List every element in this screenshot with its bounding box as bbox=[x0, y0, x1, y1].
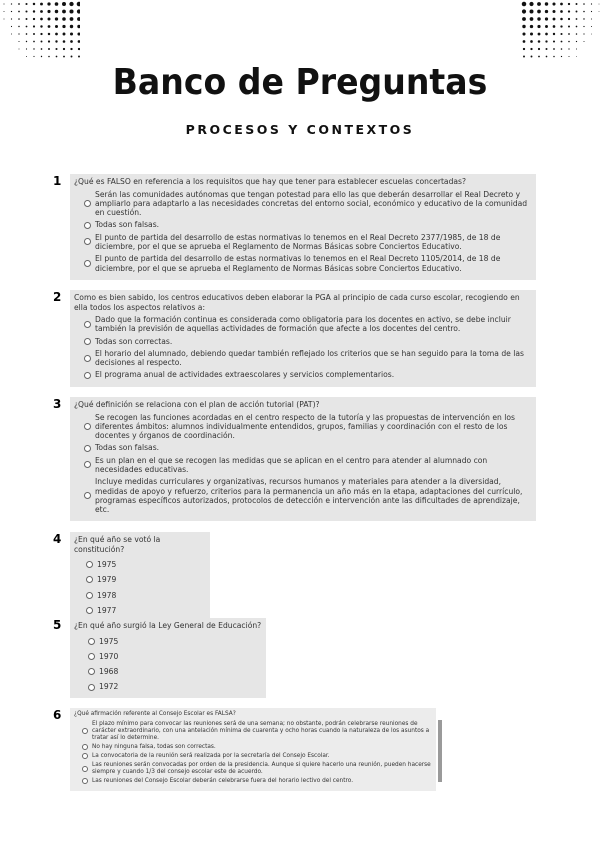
decorative-dot bbox=[530, 17, 534, 21]
option-label: Incluye medidas curriculares y organizativas, recursos humanos y materiales para atender a la diversidad, medidas de apoyo y refuerzo, criterios para la permanencia un año más en la etapa, adaptaciones del currículo, programas específicos autorizados, protocolos de detección e intervención ante las dificultades de aprendizaje, etc. bbox=[95, 477, 523, 515]
answer-option[interactable] bbox=[86, 575, 206, 584]
option-label: Serán las comunidades autónomas que tengan potestad para ello las que deberán desarrollar el Real Decreto y ampliarlo para adaptarlo a las necesidades concretas del entorno social, económico y educativo de la comunidad en cuestión. bbox=[95, 189, 528, 218]
radio-button[interactable] bbox=[86, 576, 93, 583]
decorative-dot bbox=[26, 18, 28, 20]
decorative-dot bbox=[25, 3, 27, 5]
decorative-dot bbox=[26, 41, 27, 42]
decorative-dot bbox=[522, 32, 525, 35]
decorative-dot bbox=[560, 25, 562, 27]
option-label: 1978 bbox=[97, 590, 117, 600]
decorative-dot bbox=[537, 25, 540, 28]
decorative-dot bbox=[11, 34, 12, 35]
option-label: El punto de partida del desarrollo de estas normativas lo tenemos en el Real Decreto 1105/2014, de 18 de diciembre, por el que se aprueba el Reglamento de Normas Básicas sobre Conciertos Educativo. bbox=[95, 254, 501, 273]
decorative-dot bbox=[70, 48, 72, 50]
decorative-dot bbox=[26, 56, 27, 57]
radio-button[interactable] bbox=[88, 653, 95, 660]
decorative-dot bbox=[568, 25, 570, 27]
option-label: 1970 bbox=[99, 651, 119, 661]
decorative-dot bbox=[48, 18, 51, 21]
decorative-dot bbox=[4, 19, 5, 20]
decorative-dot bbox=[522, 25, 525, 28]
question-box bbox=[70, 618, 266, 698]
radio-button[interactable] bbox=[84, 355, 91, 362]
decorative-dot bbox=[41, 56, 42, 57]
decorative-dot bbox=[48, 25, 51, 28]
decorative-dot bbox=[77, 17, 80, 21]
decorative-dot bbox=[576, 33, 578, 35]
decorative-dot bbox=[55, 33, 58, 36]
radio-button[interactable] bbox=[84, 461, 91, 468]
answer-option[interactable] bbox=[86, 591, 206, 600]
answer-option[interactable] bbox=[82, 762, 432, 776]
radio-button[interactable] bbox=[82, 778, 88, 784]
decorative-dot bbox=[568, 33, 570, 35]
answer-option[interactable] bbox=[84, 337, 532, 346]
decorative-dot bbox=[576, 26, 578, 28]
option-label: Es un plan en el que se recogen las medidas que se aplican en el centro para atender al alumnado con necesidades educativas. bbox=[95, 455, 488, 474]
question-box bbox=[70, 532, 210, 621]
option-label: Dado que la formación continua es considerada como obligatoria para los docentes en activo, se debe incluir también la previsión de aquellas actividades de formación que afecte a los docentes del centro. bbox=[95, 315, 511, 334]
radio-button[interactable] bbox=[84, 423, 91, 430]
question-text: ¿Qué definición se relaciona con el plan de acción tutorial (PAT)? bbox=[74, 400, 320, 409]
question-box bbox=[70, 290, 536, 387]
answer-option[interactable] bbox=[84, 254, 532, 273]
option-label: No hay ninguna falsa, todas son correctas. bbox=[92, 743, 216, 750]
radio-button[interactable] bbox=[88, 684, 95, 691]
decorative-dot bbox=[63, 48, 65, 50]
decorative-dot bbox=[568, 3, 570, 5]
option-label: 1975 bbox=[97, 560, 117, 569]
decorative-dot bbox=[553, 56, 555, 58]
decorative-dot bbox=[11, 3, 12, 4]
decorative-dot bbox=[545, 33, 548, 36]
option-label: Todas son correctas. bbox=[95, 336, 173, 346]
decorative-dot bbox=[560, 18, 563, 21]
decorative-dot bbox=[33, 56, 34, 57]
decorative-dot bbox=[576, 41, 577, 42]
option-label: El programa anual de actividades extraescolares y servicios complementarios. bbox=[95, 370, 395, 380]
option-label: 1975 bbox=[99, 636, 119, 646]
decorative-dot bbox=[599, 11, 600, 12]
decorative-dot bbox=[40, 10, 43, 13]
radio-button[interactable] bbox=[84, 492, 91, 499]
decorative-dot bbox=[591, 34, 592, 35]
decorative-dot bbox=[70, 32, 73, 35]
decorative-dot bbox=[553, 48, 555, 50]
question-text: ¿En qué año surgió la Ley General de Educación? bbox=[74, 621, 262, 630]
decorative-dot bbox=[70, 40, 73, 43]
decorative-dot bbox=[69, 9, 73, 13]
question-number: 6 bbox=[53, 708, 62, 722]
decorative-dots-top-left bbox=[0, 0, 80, 60]
decorative-dot bbox=[47, 10, 50, 13]
decorative-dot bbox=[18, 26, 19, 27]
decorative-dot bbox=[62, 2, 66, 6]
decorative-dot bbox=[576, 18, 578, 20]
decorative-dot bbox=[591, 26, 592, 27]
decorative-dot bbox=[553, 33, 555, 35]
decorative-dot bbox=[11, 18, 12, 19]
decorative-dot bbox=[26, 48, 27, 49]
decorative-dot bbox=[553, 25, 556, 28]
question-5 bbox=[53, 618, 266, 698]
decorative-dot bbox=[55, 25, 58, 28]
decorative-dot bbox=[18, 41, 19, 42]
option-label: 1979 bbox=[97, 575, 117, 585]
answer-option[interactable] bbox=[88, 667, 262, 676]
decorative-dot bbox=[545, 10, 548, 13]
decorative-dot bbox=[63, 33, 66, 36]
decorative-dot bbox=[553, 40, 555, 42]
option-label: 1972 bbox=[99, 682, 119, 692]
decorative-dot bbox=[537, 17, 540, 20]
decorative-dot bbox=[576, 3, 578, 5]
decorative-dot bbox=[538, 48, 540, 50]
decorative-dot bbox=[523, 56, 525, 58]
decorative-dot bbox=[538, 33, 541, 36]
radio-button[interactable] bbox=[82, 753, 88, 759]
decorative-dot bbox=[545, 2, 548, 5]
question-number: 4 bbox=[53, 532, 62, 546]
decorative-dot bbox=[545, 40, 547, 42]
decorative-dot bbox=[583, 33, 584, 34]
page-subtitle: PROCESOS Y CONTEXTOS bbox=[185, 122, 415, 137]
decorative-dot bbox=[537, 2, 541, 6]
question-number: 5 bbox=[53, 618, 62, 632]
radio-button[interactable] bbox=[86, 561, 93, 568]
decorative-dot bbox=[62, 10, 66, 14]
decorative-dot bbox=[530, 10, 534, 14]
radio-button[interactable] bbox=[82, 728, 88, 734]
decorative-dot bbox=[48, 40, 50, 42]
decorative-dot bbox=[40, 33, 42, 35]
decorative-dot bbox=[523, 40, 526, 43]
option-label: Todas son falsas. bbox=[95, 443, 160, 453]
option-label: El horario del alumnado, debiendo quedar también reflejado los criterios que se han seguido para la toma de las decisiones al respecto. bbox=[95, 348, 524, 368]
decorative-dot bbox=[18, 11, 20, 13]
decorative-dot bbox=[576, 56, 577, 57]
question-text: Como es bien sabido, los centros educativos deben elaborar la PGA al principio de cada curso escolar, recogiendo en ella todos los aspectos relativos a: bbox=[74, 293, 520, 312]
decorative-dot bbox=[55, 40, 57, 42]
decorative-dot bbox=[18, 33, 19, 34]
question-1 bbox=[53, 174, 536, 280]
question-number: 2 bbox=[53, 290, 62, 304]
option-label: Se recogen las funciones acordadas en el centro respecto de la tutoría y las propuestas de intervención en los diferentes ámbitos: alumnos individualmente entendidos, grupos, familias y coordinación con el resto de los docentes y órganos de coordinación. bbox=[95, 412, 515, 441]
option-label: Las reuniones del Consejo Escolar deberán celebrarse fuera del horario lectivo del centro. bbox=[92, 777, 354, 784]
decorative-dot bbox=[70, 25, 73, 28]
decorative-dot bbox=[41, 41, 43, 43]
decorative-dot bbox=[568, 56, 569, 57]
question-number: 1 bbox=[53, 174, 62, 188]
decorative-dot bbox=[522, 2, 527, 7]
decorative-dot bbox=[33, 25, 35, 27]
decorative-dot bbox=[560, 10, 563, 13]
decorative-dot bbox=[33, 3, 35, 5]
decorative-dot bbox=[78, 56, 80, 58]
question-4 bbox=[53, 532, 210, 621]
radio-button[interactable] bbox=[84, 372, 91, 379]
decorative-dot bbox=[11, 11, 12, 12]
decorative-dot bbox=[33, 48, 34, 49]
decorative-dot bbox=[576, 11, 578, 13]
decorative-dot bbox=[63, 40, 66, 43]
radio-button[interactable] bbox=[84, 222, 91, 229]
decorative-dot bbox=[568, 48, 569, 49]
option-label: Todas son falsas. bbox=[95, 220, 160, 230]
answer-option[interactable] bbox=[86, 560, 206, 569]
radio-button[interactable] bbox=[88, 668, 95, 675]
decorative-dot bbox=[77, 32, 80, 35]
option-label: El plazo mínimo para convocar las reuniones será de una semana; no obstante, podrán celebrarse reuniones de carácter extraordinario, con una antelación mínima de cuarenta y ocho horas cuando la naturaleza de los asuntos a tratar así lo determine. bbox=[92, 720, 430, 741]
decorative-dot bbox=[553, 18, 556, 21]
radio-button[interactable] bbox=[86, 607, 93, 614]
answer-option[interactable] bbox=[82, 753, 432, 760]
decorative-dot bbox=[568, 18, 570, 20]
answer-option[interactable] bbox=[88, 682, 262, 691]
radio-button[interactable] bbox=[84, 238, 91, 245]
radio-button[interactable] bbox=[88, 638, 95, 645]
decorative-dot bbox=[63, 56, 65, 58]
question-text: ¿Qué es FALSO en referencia a los requisitos que hay que tener para establecer escuelas concertadas? bbox=[74, 177, 467, 186]
decorative-dot bbox=[40, 3, 43, 6]
decorative-dot bbox=[62, 17, 66, 21]
decorative-dot bbox=[545, 48, 547, 50]
decorative-dot bbox=[48, 56, 50, 58]
radio-button[interactable] bbox=[82, 744, 88, 750]
question-3 bbox=[53, 397, 536, 521]
answer-option[interactable] bbox=[84, 477, 532, 514]
radio-button[interactable] bbox=[84, 321, 91, 328]
decorative-dot bbox=[561, 48, 563, 50]
answer-option[interactable] bbox=[84, 220, 532, 229]
option-label: La convocatoria de la reunión será realizada por la secretaría del Consejo Escolar. bbox=[92, 752, 330, 759]
decorative-dot bbox=[33, 33, 35, 35]
decorative-dot bbox=[546, 56, 548, 58]
decorative-dot bbox=[71, 56, 73, 58]
answer-option[interactable] bbox=[88, 652, 262, 661]
radio-button[interactable] bbox=[82, 766, 88, 772]
decorative-dot bbox=[26, 26, 28, 28]
decorative-dot bbox=[591, 11, 592, 12]
answer-option[interactable] bbox=[86, 606, 206, 615]
decorative-dot bbox=[529, 2, 533, 6]
decorative-dot bbox=[568, 41, 570, 43]
decorative-dot bbox=[18, 18, 20, 20]
question-6 bbox=[53, 708, 436, 791]
decorative-dot bbox=[583, 26, 584, 27]
decorative-dot bbox=[560, 33, 562, 35]
decorative-dot bbox=[11, 26, 12, 27]
radio-button[interactable] bbox=[84, 338, 91, 345]
decorative-dot bbox=[531, 56, 533, 58]
decorative-dot bbox=[33, 10, 35, 12]
decorative-dot bbox=[55, 10, 58, 13]
option-label: El punto de partida del desarrollo de estas normativas lo tenemos en el Real Decreto 2377/1985, de 18 de diciembre, por el que se aprueba el Reglamento de Normas Básicas sobre Conciertos Educativo. bbox=[95, 232, 501, 251]
decorative-dot bbox=[48, 48, 50, 50]
answer-option[interactable] bbox=[88, 637, 262, 646]
option-label: 1977 bbox=[97, 605, 117, 615]
decorative-dot bbox=[4, 11, 5, 12]
question-number: 3 bbox=[53, 397, 62, 411]
decorative-dot bbox=[530, 48, 532, 50]
decorative-dot bbox=[18, 3, 20, 5]
decorative-dot bbox=[78, 48, 80, 50]
decorative-dot bbox=[77, 9, 80, 13]
decorative-dot bbox=[48, 33, 50, 35]
question-box bbox=[70, 174, 536, 280]
radio-button[interactable] bbox=[84, 200, 91, 207]
decorative-dot bbox=[560, 3, 563, 6]
answer-option[interactable] bbox=[84, 456, 532, 475]
decorative-dot bbox=[26, 33, 28, 35]
decorative-dot bbox=[56, 56, 58, 58]
decorative-dot bbox=[78, 40, 80, 43]
decorative-dots-top-right bbox=[520, 0, 600, 60]
answer-option[interactable] bbox=[84, 349, 532, 368]
decorative-dot bbox=[55, 2, 59, 6]
decorative-dot bbox=[599, 4, 600, 5]
decorative-dot bbox=[583, 18, 584, 19]
question-2 bbox=[53, 290, 536, 387]
decorative-dot bbox=[530, 40, 533, 43]
question-text: ¿Qué afirmación referente al Consejo Escolar es FALSA? bbox=[74, 711, 236, 717]
decorative-dot bbox=[70, 17, 74, 21]
decorative-dot bbox=[591, 18, 592, 19]
decorative-dot bbox=[69, 2, 73, 6]
decorative-dot bbox=[538, 56, 540, 58]
answer-option[interactable] bbox=[84, 190, 532, 218]
question-text: ¿En qué año se votó la constitución? bbox=[74, 535, 161, 554]
answer-option[interactable] bbox=[84, 443, 532, 452]
decorative-dot bbox=[62, 25, 65, 28]
decorative-dot bbox=[530, 25, 533, 28]
decorative-dot bbox=[591, 3, 592, 4]
decorative-dot bbox=[33, 41, 35, 43]
decorative-dot bbox=[584, 41, 585, 42]
radio-button[interactable] bbox=[84, 445, 91, 452]
option-label: 1968 bbox=[99, 667, 119, 677]
decorative-dot bbox=[552, 10, 555, 13]
decorative-dot bbox=[522, 17, 526, 21]
answer-option[interactable] bbox=[84, 233, 532, 252]
decorative-dot bbox=[55, 48, 57, 50]
answer-option[interactable] bbox=[82, 778, 432, 785]
decorative-dot bbox=[40, 18, 43, 21]
decorative-dot bbox=[41, 48, 43, 50]
answer-option[interactable] bbox=[84, 413, 532, 441]
scrollbar[interactable] bbox=[438, 720, 442, 782]
decorative-dot bbox=[47, 2, 50, 5]
decorative-dot bbox=[561, 56, 562, 57]
decorative-dot bbox=[77, 25, 80, 28]
radio-button[interactable] bbox=[84, 260, 91, 267]
decorative-dot bbox=[583, 11, 585, 13]
decorative-dot bbox=[4, 4, 5, 5]
answer-option[interactable] bbox=[84, 370, 532, 379]
decorative-dot bbox=[545, 25, 548, 28]
decorative-dot bbox=[522, 9, 526, 13]
decorative-dot bbox=[25, 10, 27, 12]
page-title: Banco de Preguntas bbox=[112, 62, 488, 103]
radio-button[interactable] bbox=[86, 592, 93, 599]
decorative-dot bbox=[55, 17, 58, 20]
question-box bbox=[70, 708, 436, 791]
decorative-dot bbox=[40, 25, 42, 27]
answer-option[interactable] bbox=[82, 744, 432, 751]
decorative-dot bbox=[33, 18, 35, 20]
decorative-dot bbox=[576, 48, 577, 49]
question-box bbox=[70, 397, 536, 521]
decorative-dot bbox=[583, 3, 585, 5]
answer-option[interactable] bbox=[82, 721, 432, 742]
option-label: Las reuniones serán convocadas por orden de la presidencia. Aunque si quiere hacerlo una reunión, pueden hacerse siempre y cuando 1/3 del consejo escolar este de acuerdo. bbox=[92, 761, 431, 775]
decorative-dot bbox=[561, 41, 563, 43]
decorative-dot bbox=[19, 49, 20, 50]
decorative-dot bbox=[545, 17, 548, 20]
decorative-dot bbox=[552, 2, 555, 5]
decorative-dot bbox=[530, 32, 533, 35]
decorative-dot bbox=[538, 40, 541, 43]
decorative-dot bbox=[523, 48, 525, 50]
decorative-dot bbox=[537, 10, 541, 14]
decorative-dot bbox=[568, 10, 570, 12]
decorative-dot bbox=[77, 2, 80, 7]
answer-option[interactable] bbox=[84, 315, 532, 334]
